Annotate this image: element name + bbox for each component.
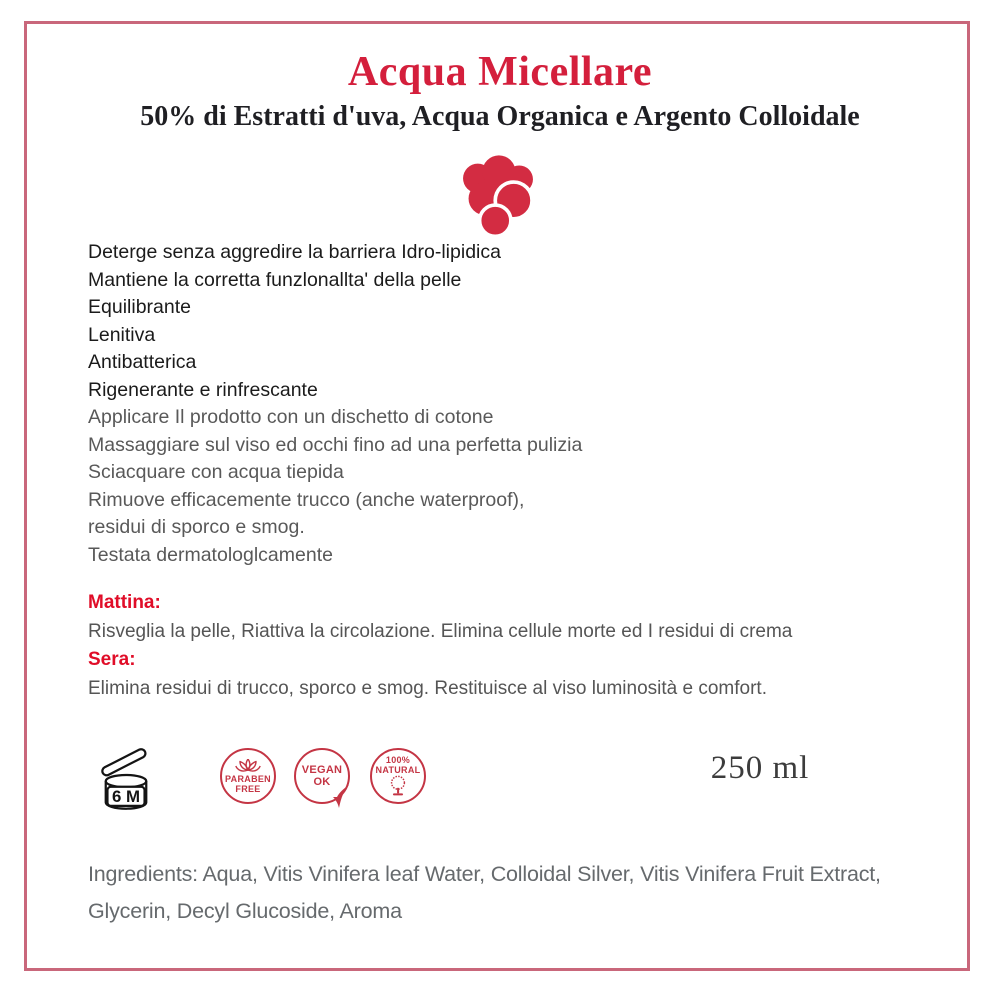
ingredients-text: Ingredients: Aqua, Vitis Vinifera leaf Water, Colloidal Silver, Vitis Vinifera Fruit Extract, Glycerin, Decyl Glucoside, Aroma [88,862,881,923]
benefit-item: Lenitiva [88,323,156,346]
paraben-free-badge [220,748,276,804]
evening-label: Sera: [88,649,136,670]
benefit-item: Equilibrante [88,296,191,318]
grape-cluster-icon [452,148,544,240]
morning-text: Risveglia la pelle, Riattiva la circolazione. Elimina cellule morte ed I residui di crema [88,620,793,642]
natural-100-badge [370,748,426,804]
benefit-item: Deterge senza aggredire la barriera Idro-lipidica [88,241,501,263]
routine-section [88,589,938,703]
evening-text: Elimina residui di trucco, sporco e smog. Restituisce al viso luminosità e comfort. [88,677,767,699]
lotus-icon [235,759,261,774]
benefit-list [88,239,928,404]
usage-item: residui di sporco e smog. [88,516,305,538]
product-subtitle: 50% di Estratti d'uva, Acqua Organica e Argento Colloidale [140,101,860,132]
usage-item: Testata dermatologlcamente [88,543,333,566]
badge-label: NATURAL [375,765,421,775]
tree-icon [387,775,409,797]
usage-instructions-list [88,404,928,569]
period-after-opening-jar-icon [90,742,162,818]
usage-item: Applicare Il prodotto con un dischetto di cotone [88,406,494,428]
pao-value: 6 M [111,786,141,806]
vegan-ok-badge [294,748,350,804]
badge-label: FREE [235,783,261,794]
product-title: Acqua Micellare [347,49,653,95]
badge-label: OK [313,776,331,788]
badge-label: VEGAN [301,764,343,776]
usage-item: Massaggiare sul viso ed occhi fino ad una perfetta pulizia [88,433,583,456]
benefit-item: Rigenerante e rinfrescante [88,378,318,401]
usage-item: Rimuove efficacemente trucco (anche waterproof), [88,488,525,511]
benefit-item: Antibatterica [88,351,197,373]
badge-label: 100% [385,755,411,765]
usage-item: Sciacquare con acqua tiepida [88,461,344,483]
benefit-item: Mantiene la corretta funzlonallta' della pelle [88,268,462,291]
morning-label: Mattina: [88,592,161,613]
volume-label: 250 ml [710,750,810,786]
checkmark-icon [330,784,352,810]
badge-label: PARABEN [225,773,271,784]
